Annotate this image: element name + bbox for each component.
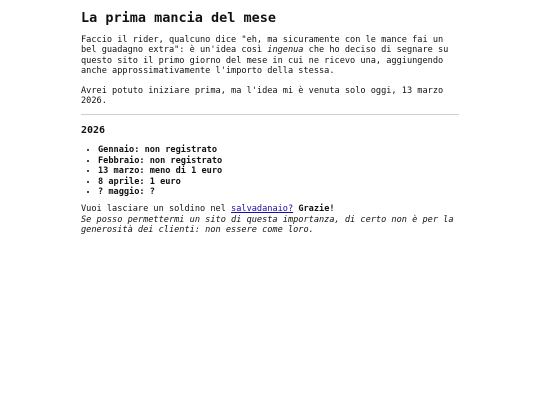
list-item: • Gennaio: non registrato [98, 145, 459, 155]
year-heading: 2026 [81, 125, 106, 137]
list-item: • 13 marzo: meno di 1 euro [98, 166, 459, 176]
page-content [81, 0, 459, 236]
thanks-text: Grazie! [298, 204, 335, 215]
start-note: Avrei potuto iniziare prima, ma l'idea mi è venuta solo oggi, 13 marzo 2026. [81, 85, 444, 107]
intro-text-start: Faccio il rider, qualcuno dice "eh, ma sicuramente con le mance fai un bel guadagno extra": è un'idea così [81, 35, 444, 56]
divider [81, 114, 459, 115]
list-item: • 8 aprile: 1 euro [98, 177, 459, 187]
page-title: La prima mancia del mese [81, 10, 277, 26]
list-item: • Febbraio: non registrato [98, 156, 459, 166]
support-paragraph [81, 204, 459, 235]
intro-paragraph [81, 35, 459, 77]
piggy-bank-link[interactable]: salvadanaio? [231, 204, 294, 215]
tips-list [81, 145, 459, 197]
closing-text: Se posso permettermi un sito di questa importanza, di certo non è per la generosità dei clienti: non essere come loro. [81, 214, 454, 236]
intro-text-end: che ho deciso di segnare su questo sito il primo giorno del mese in cui ne ricevo una, aggiungendo anche approssimativamente l'importo della stessa. [81, 45, 449, 77]
support-text: Vuoi lasciare un soldino nel [81, 204, 232, 215]
list-item: • ? maggio: ? [98, 187, 459, 197]
intro-emphasis: ingenua [267, 45, 304, 56]
